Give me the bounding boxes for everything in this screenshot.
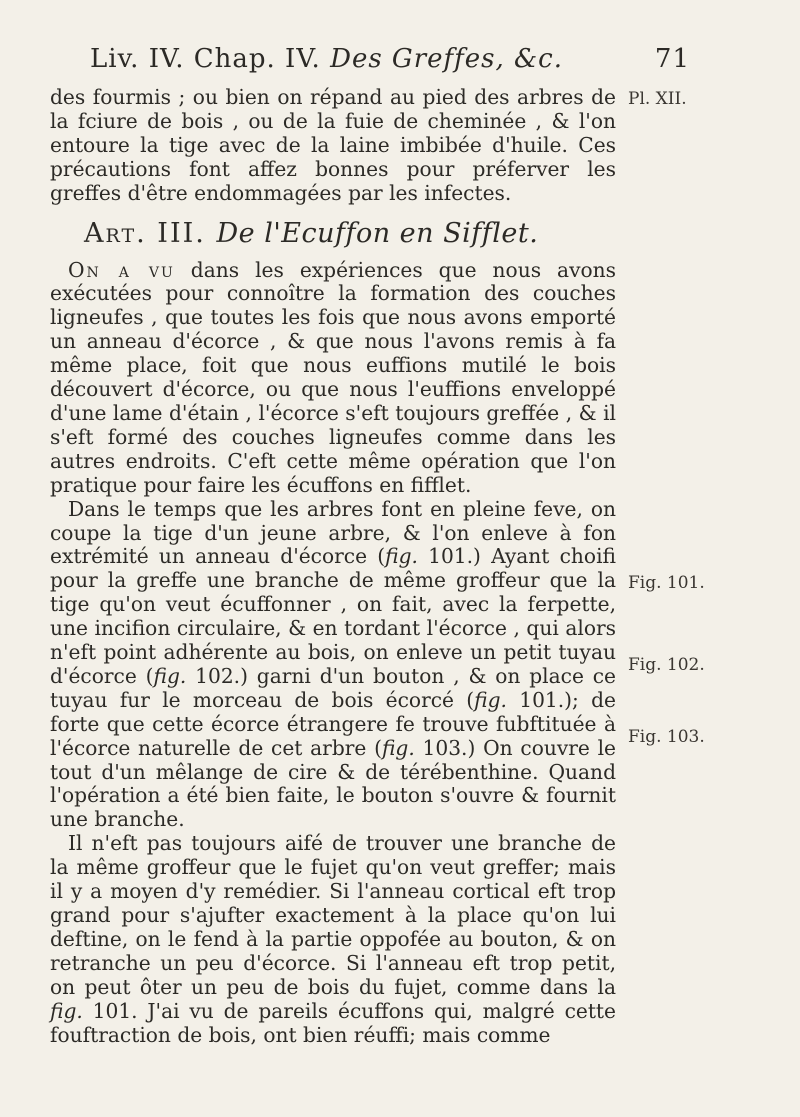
figure-101-note: Fig. 101. (628, 573, 705, 593)
chapter-reference (90, 44, 563, 74)
running-header (90, 44, 690, 80)
figure-103-note: Fig. 103. (628, 727, 705, 747)
chapter-title: Des Greffes, &c. (330, 44, 563, 74)
text-run: 101.); de forte que cette écorce étrangere fe trouve fubftituée à l'écorce naturelle de cet arbre ( (50, 687, 616, 760)
paragraph-continuation: des fourmis ; ou bien on répand au pied des arbres de la fciure de bois , ou de la fuie de cheminée , & l'on entoure la tige avec de la laine imbibée d'huile. Ces précautions font affez bonnes pour préferver les greffes d'être endommagées par les infectes. (50, 85, 616, 205)
figure-abbrev: fig. (385, 544, 418, 569)
article-heading (84, 219, 616, 249)
text-run: Dans le temps que les arbres font en pleine feve, on coupe la tige d'un jeune arbre, & l'on enleve à fon extrémité un anneau d'écorce ( (50, 496, 616, 569)
figure-abbrev: fig. (381, 735, 415, 760)
paragraph-lead-words: On a vu (68, 257, 175, 282)
paragraph-intro (50, 259, 616, 498)
text-run: 102.) garni d'un bouton , & on place ce tuyau fur le morceau de bois écorcé ( (50, 663, 616, 712)
page-number: 71 (654, 44, 690, 74)
figure-abbrev: fig. (50, 998, 83, 1023)
article-label: Art. III. (84, 217, 206, 249)
figure-102-note: Fig. 102. (628, 655, 705, 675)
figure-abbrev: fig. (153, 663, 187, 688)
book-chapter-label: Liv. IV. Chap. IV. (90, 44, 321, 74)
paragraph-intro-text: dans les expériences que nous avons exécutées pour connoître la formation des couches ligneufes , que toutes les fois que nous avons emporté un anneau d'écorce , & que nous l'avons remis à fa même place, foit que nous euffions mutilé le bois découvert d'écorce, ou que nous l'euffions enveloppé d'une lame d'étain , l'écorce s'eft toujours greffée , & il s'eft formé des couches ligneufes comme dans les autres endroits. C'eft cette même opération que l'on pratique pour faire les écuffons en fifflet. (50, 257, 616, 497)
body-text (50, 86, 616, 1047)
plate-reference: Pl. XII. (628, 89, 687, 109)
text-run: 101.) Ayant choifi pour la greffe une branche de même groffeur que la tige qu'on veut écuffonner , on fait, avec la ferpette, une incifion circulaire, & en tordant l'écorce , qui alors n'eft point adhérente au bois, on enleve un petit tuyau d'écorce ( (50, 544, 616, 688)
text-run: 103.) On couvre le tout d'un mêlange de cire & de térébenthine. Quand l'opération a été bien faite, le bouton s'ouvre & fournit une branche. (50, 735, 616, 832)
text-run: Il n'eft pas toujours aifé de trouver une branche de la même groffeur que le fujet qu'on veut greffer; mais il y a moyen d'y remédier. Si l'anneau cortical eft trop grand pour s'ajufter exactement à la place qu'on lui deftine, on le fend à la partie oppofée au bouton, & on retranche un peu d'écorce. Si l'anneau eft trop petit, on peut ôter un peu de bois du fujet, comme dans la (50, 831, 616, 999)
article-title: De l'Ecuffon en Sifflet. (216, 217, 539, 249)
paragraph-procedure (50, 498, 616, 833)
figure-abbrev: fig. (474, 687, 507, 712)
text-run: 101. J'ai vu de pareils écuffons qui, malgré cette fouftraction de bois, ont bien réuffi; mais comme (50, 998, 616, 1047)
paragraph-remedy (50, 832, 616, 1047)
